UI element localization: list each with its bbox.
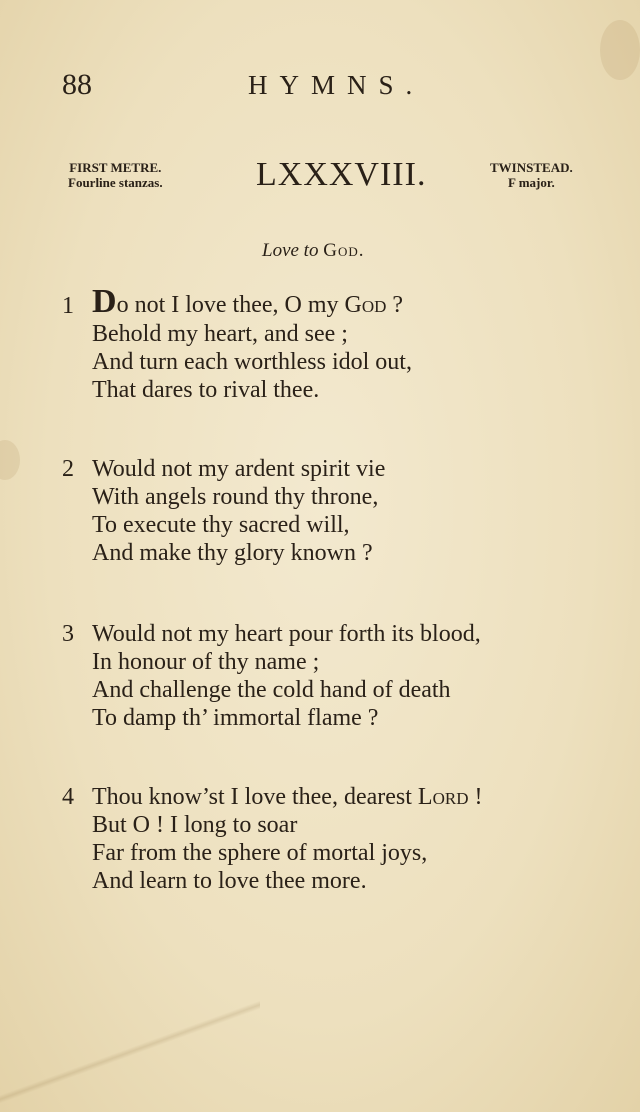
line-text: Thou know’st I love thee, dearest	[92, 784, 412, 810]
stanza-line: And make thy glory known ?	[92, 540, 373, 566]
paper-stain	[600, 20, 640, 80]
page-number: 88	[62, 68, 92, 101]
hymn-title	[262, 240, 364, 262]
tune-label	[490, 160, 573, 190]
stanza-line: In honour of thy name ;	[92, 649, 320, 675]
tune-line-1: TWINSTEAD.	[490, 160, 573, 175]
metre-label	[68, 160, 163, 190]
hymn-number: LXXXVIII.	[256, 156, 427, 193]
stanza-line: Far from the sphere of mortal joys,	[92, 840, 428, 866]
stanza-line: But O ! I long to soar	[92, 812, 298, 838]
stanza-line: Behold my heart, and see ;	[92, 321, 348, 347]
paper-stain	[0, 440, 20, 480]
stanza-line: To execute thy sacred will,	[92, 512, 350, 538]
line-text: o not I love thee, O my	[116, 292, 339, 318]
hymn-title-italic: Love to	[262, 240, 319, 261]
line-end: !	[468, 784, 483, 810]
stanza-number: 3	[62, 621, 74, 647]
stanza-line: To damp th’ immortal flame ?	[92, 705, 379, 731]
stanza-number: 1	[62, 293, 74, 319]
stanza-number: 2	[62, 456, 74, 482]
hymn-title-smallcaps: God.	[323, 240, 365, 261]
stanza-line	[92, 283, 404, 320]
stanza-line: And challenge the cold hand of death	[92, 677, 451, 703]
line-smallcaps: Lord	[417, 784, 469, 810]
line-end: ?	[386, 292, 404, 318]
stanza-line	[92, 783, 482, 811]
tune-line-2: F major.	[508, 175, 555, 190]
page-crease	[0, 992, 260, 1112]
line-smallcaps: God	[344, 292, 387, 318]
drop-cap: D	[92, 283, 117, 320]
stanza-line: And turn each worthless idol out,	[92, 349, 412, 375]
stanza-line: Would not my heart pour forth its blood,	[92, 621, 481, 647]
stanza-number: 4	[62, 784, 74, 810]
stanza-line: That dares to rival thee.	[92, 377, 320, 403]
metre-line-2: Fourline stanzas.	[68, 175, 163, 190]
stanza-line: Would not my ardent spirit vie	[92, 456, 386, 482]
stanza-line: And learn to love thee more.	[92, 868, 367, 894]
stanza-line: With angels round thy throne,	[92, 484, 379, 510]
running-head: HYMNS.	[248, 70, 425, 100]
metre-line-1: FIRST METRE.	[69, 160, 162, 175]
